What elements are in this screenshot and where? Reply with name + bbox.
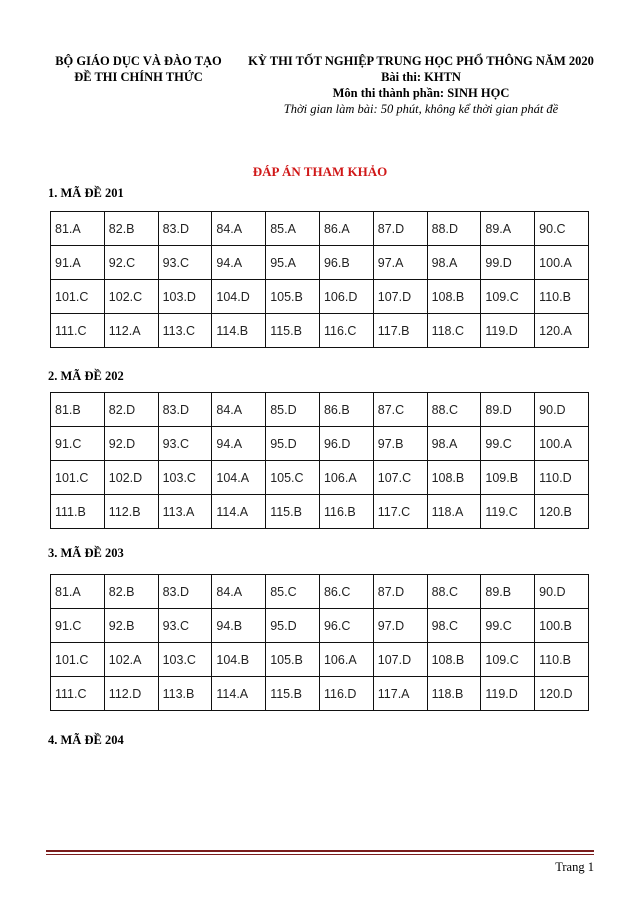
answer-cell: 113.A bbox=[158, 495, 212, 529]
answer-cell: 112.D bbox=[104, 677, 158, 711]
footer-rule bbox=[46, 850, 594, 852]
answer-cell: 94.B bbox=[212, 609, 266, 643]
answer-cell: 90.C bbox=[535, 212, 589, 246]
answer-cell: 110.B bbox=[535, 643, 589, 677]
section-heading-201: 1. MÃ ĐỀ 201 bbox=[48, 186, 124, 200]
answer-cell: 119.C bbox=[481, 495, 535, 529]
answer-cell: 95.D bbox=[266, 427, 320, 461]
answer-cell: 110.D bbox=[535, 461, 589, 495]
answer-table-201 bbox=[50, 211, 589, 348]
answer-cell: 109.C bbox=[481, 643, 535, 677]
answer-cell: 89.B bbox=[481, 575, 535, 609]
answer-cell: 101.C bbox=[51, 461, 105, 495]
answer-cell: 119.D bbox=[481, 677, 535, 711]
footer-rule-thin bbox=[46, 854, 594, 855]
answer-cell: 115.B bbox=[266, 677, 320, 711]
answer-cell: 112.B bbox=[104, 495, 158, 529]
answer-cell: 91.C bbox=[51, 427, 105, 461]
answer-row bbox=[51, 609, 589, 643]
answer-cell: 82.B bbox=[104, 212, 158, 246]
answer-cell: 109.B bbox=[481, 461, 535, 495]
answer-cell: 97.A bbox=[373, 246, 427, 280]
answer-cell: 96.B bbox=[319, 246, 373, 280]
exam-duration: Thời gian làm bài: 50 phút, không kể thời gian phát đề bbox=[283, 102, 559, 116]
answer-cell: 96.C bbox=[319, 609, 373, 643]
answer-row bbox=[51, 427, 589, 461]
answer-cell: 120.D bbox=[535, 677, 589, 711]
answer-cell: 97.D bbox=[373, 609, 427, 643]
answer-cell: 113.B bbox=[158, 677, 212, 711]
answer-cell: 81.A bbox=[51, 212, 105, 246]
answer-cell: 86.B bbox=[319, 393, 373, 427]
answer-cell: 104.D bbox=[212, 280, 266, 314]
section-heading-203: 3. MÃ ĐỀ 203 bbox=[48, 546, 124, 560]
ministry-name: BỘ GIÁO DỤC VÀ ĐÀO TẠO bbox=[55, 54, 222, 68]
answer-cell: 105.C bbox=[266, 461, 320, 495]
answer-cell: 114.B bbox=[212, 314, 266, 348]
section-heading-204: 4. MÃ ĐỀ 204 bbox=[48, 733, 124, 747]
answer-table-202 bbox=[50, 392, 589, 529]
answer-cell: 92.C bbox=[104, 246, 158, 280]
answer-cell: 83.D bbox=[158, 393, 212, 427]
answer-cell: 95.D bbox=[266, 609, 320, 643]
answer-cell: 99.D bbox=[481, 246, 535, 280]
answer-cell: 119.D bbox=[481, 314, 535, 348]
answer-cell: 116.B bbox=[319, 495, 373, 529]
answer-row bbox=[51, 643, 589, 677]
answer-row bbox=[51, 677, 589, 711]
answer-cell: 92.D bbox=[104, 427, 158, 461]
answer-cell: 111.C bbox=[51, 677, 105, 711]
answer-cell: 101.C bbox=[51, 643, 105, 677]
answer-cell: 88.C bbox=[427, 575, 481, 609]
answer-cell: 107.C bbox=[373, 461, 427, 495]
answer-cell: 111.B bbox=[51, 495, 105, 529]
answer-cell: 118.B bbox=[427, 677, 481, 711]
answer-cell: 112.A bbox=[104, 314, 158, 348]
exam-subject: Môn thi thành phần: SINH HỌC bbox=[332, 86, 510, 100]
answer-cell: 106.D bbox=[319, 280, 373, 314]
answer-cell: 99.C bbox=[481, 609, 535, 643]
answer-cell: 85.D bbox=[266, 393, 320, 427]
answer-row bbox=[51, 575, 589, 609]
answer-cell: 105.B bbox=[266, 643, 320, 677]
answer-cell: 84.A bbox=[212, 212, 266, 246]
answer-key-title: ĐÁP ÁN THAM KHẢO bbox=[252, 164, 388, 179]
answer-cell: 108.B bbox=[427, 280, 481, 314]
official-exam-label: ĐỀ THI CHÍNH THỨC bbox=[74, 70, 203, 84]
answer-cell: 103.D bbox=[158, 280, 212, 314]
answer-cell: 84.A bbox=[212, 575, 266, 609]
answer-cell: 107.D bbox=[373, 280, 427, 314]
answer-cell: 114.A bbox=[212, 677, 266, 711]
answer-cell: 97.B bbox=[373, 427, 427, 461]
answer-cell: 107.D bbox=[373, 643, 427, 677]
answer-cell: 86.C bbox=[319, 575, 373, 609]
answer-cell: 102.C bbox=[104, 280, 158, 314]
answer-row bbox=[51, 280, 589, 314]
answer-cell: 89.D bbox=[481, 393, 535, 427]
answer-cell: 91.A bbox=[51, 246, 105, 280]
answer-cell: 103.C bbox=[158, 643, 212, 677]
exam-header bbox=[236, 53, 606, 117]
answer-cell: 98.C bbox=[427, 609, 481, 643]
answer-cell: 98.A bbox=[427, 427, 481, 461]
answer-cell: 86.A bbox=[319, 212, 373, 246]
answer-cell: 113.C bbox=[158, 314, 212, 348]
answer-cell: 116.D bbox=[319, 677, 373, 711]
answer-cell: 93.C bbox=[158, 427, 212, 461]
answer-cell: 88.C bbox=[427, 393, 481, 427]
answer-cell: 99.C bbox=[481, 427, 535, 461]
answer-cell: 117.B bbox=[373, 314, 427, 348]
answer-cell: 100.A bbox=[535, 246, 589, 280]
answer-cell: 102.A bbox=[104, 643, 158, 677]
answer-cell: 101.C bbox=[51, 280, 105, 314]
answer-row bbox=[51, 393, 589, 427]
answer-cell: 82.D bbox=[104, 393, 158, 427]
answer-cell: 109.C bbox=[481, 280, 535, 314]
answer-cell: 115.B bbox=[266, 495, 320, 529]
answer-cell: 93.C bbox=[158, 609, 212, 643]
answer-cell: 83.D bbox=[158, 212, 212, 246]
answer-row bbox=[51, 495, 589, 529]
page-number: Trang 1 bbox=[555, 860, 594, 874]
answer-cell: 94.A bbox=[212, 246, 266, 280]
answer-cell: 117.A bbox=[373, 677, 427, 711]
ministry-header bbox=[46, 53, 231, 85]
answer-cell: 98.A bbox=[427, 246, 481, 280]
answer-cell: 117.C bbox=[373, 495, 427, 529]
answer-cell: 87.D bbox=[373, 575, 427, 609]
answer-cell: 120.B bbox=[535, 495, 589, 529]
answer-cell: 100.A bbox=[535, 427, 589, 461]
exam-title: KỲ THI TỐT NGHIỆP TRUNG HỌC PHỔ THÔNG NĂM 2020 bbox=[248, 54, 594, 68]
answer-cell: 103.C bbox=[158, 461, 212, 495]
answer-cell: 104.B bbox=[212, 643, 266, 677]
answer-cell: 114.A bbox=[212, 495, 266, 529]
answer-cell: 87.D bbox=[373, 212, 427, 246]
answer-cell: 118.C bbox=[427, 314, 481, 348]
answer-cell: 108.B bbox=[427, 461, 481, 495]
answer-row bbox=[51, 461, 589, 495]
answer-cell: 85.C bbox=[266, 575, 320, 609]
answer-cell: 118.A bbox=[427, 495, 481, 529]
answer-cell: 84.A bbox=[212, 393, 266, 427]
answer-cell: 106.A bbox=[319, 643, 373, 677]
answer-cell: 100.B bbox=[535, 609, 589, 643]
answer-cell: 110.B bbox=[535, 280, 589, 314]
answer-cell: 96.D bbox=[319, 427, 373, 461]
answer-cell: 102.D bbox=[104, 461, 158, 495]
answer-cell: 85.A bbox=[266, 212, 320, 246]
answer-cell: 81.A bbox=[51, 575, 105, 609]
answer-cell: 87.C bbox=[373, 393, 427, 427]
answer-cell: 111.C bbox=[51, 314, 105, 348]
answer-row bbox=[51, 246, 589, 280]
answer-cell: 89.A bbox=[481, 212, 535, 246]
answer-cell: 81.B bbox=[51, 393, 105, 427]
answer-cell: 108.B bbox=[427, 643, 481, 677]
answer-cell: 92.B bbox=[104, 609, 158, 643]
answer-cell: 82.B bbox=[104, 575, 158, 609]
answer-cell: 106.A bbox=[319, 461, 373, 495]
answer-cell: 95.A bbox=[266, 246, 320, 280]
answer-cell: 90.D bbox=[535, 575, 589, 609]
exam-paper: Bài thi: KHTN bbox=[381, 70, 461, 84]
section-heading-202: 2. MÃ ĐỀ 202 bbox=[48, 369, 124, 383]
answer-cell: 105.B bbox=[266, 280, 320, 314]
answer-cell: 91.C bbox=[51, 609, 105, 643]
answer-cell: 83.D bbox=[158, 575, 212, 609]
answer-cell: 116.C bbox=[319, 314, 373, 348]
answer-row bbox=[51, 212, 589, 246]
answer-cell: 94.A bbox=[212, 427, 266, 461]
answer-row bbox=[51, 314, 589, 348]
answer-cell: 120.A bbox=[535, 314, 589, 348]
answer-cell: 104.A bbox=[212, 461, 266, 495]
answer-cell: 115.B bbox=[266, 314, 320, 348]
answer-cell: 90.D bbox=[535, 393, 589, 427]
answer-table-203 bbox=[50, 574, 589, 711]
answer-cell: 88.D bbox=[427, 212, 481, 246]
answer-cell: 93.C bbox=[158, 246, 212, 280]
